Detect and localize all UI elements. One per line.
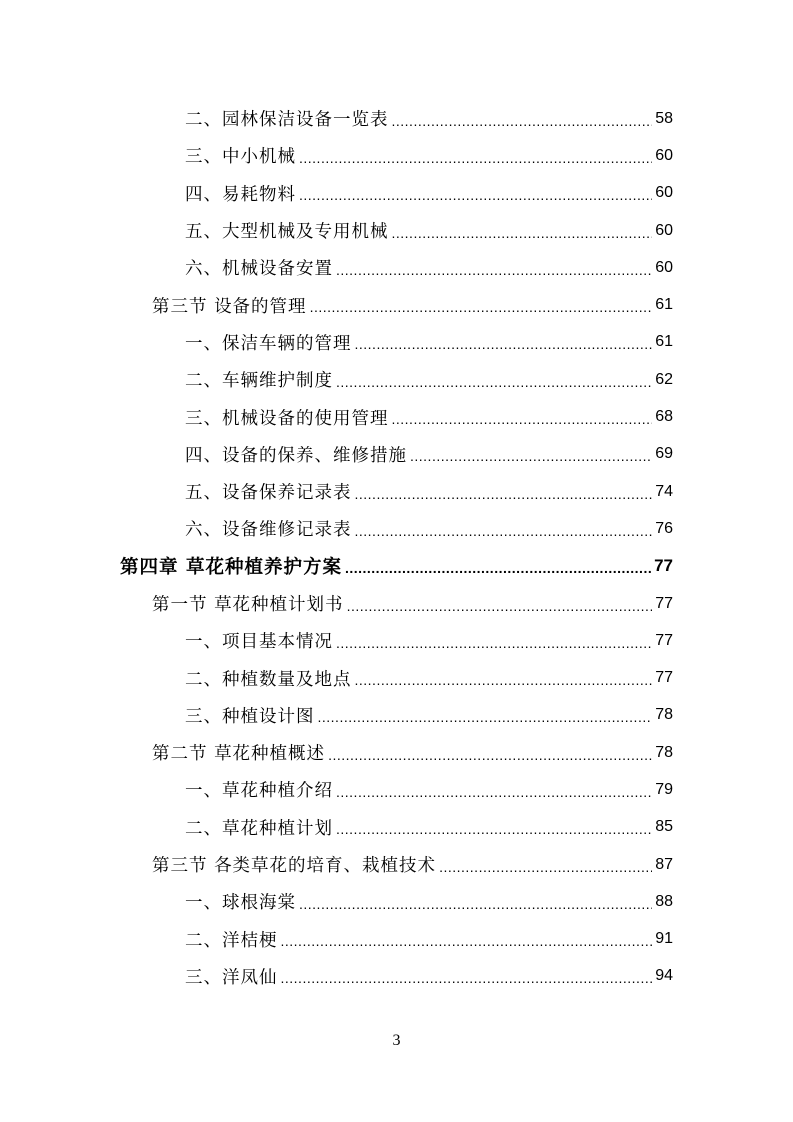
toc-subsection-entry[interactable]: [0, 100, 793, 137]
dot-leader: [392, 225, 653, 241]
toc-entry-title: 第二节 草花种植概述: [152, 744, 326, 765]
toc-entry-title: 一、项目基本情况: [185, 632, 333, 653]
toc-entry-page-number: 77: [655, 631, 673, 649]
toc-entry-page-number: 88: [655, 892, 673, 910]
toc-entry-page-number: 74: [655, 482, 673, 500]
dot-leader: [355, 523, 653, 539]
toc-entry-title: 五、设备保养记录表: [185, 483, 352, 504]
toc-entry-page-number: 60: [655, 146, 673, 164]
toc-section-entry[interactable]: [0, 846, 793, 883]
toc-subsection-entry[interactable]: [0, 510, 793, 547]
toc-entry-page-number: 77: [655, 594, 673, 612]
dot-leader: [336, 821, 652, 837]
toc-entry-page-number: 85: [655, 818, 673, 836]
toc-entry-title: 四、设备的保养、维修措施: [185, 445, 407, 466]
toc-entry-title: 五、大型机械及专用机械: [185, 222, 389, 243]
toc-entry-page-number: 61: [655, 296, 673, 314]
toc-subsection-entry[interactable]: [0, 771, 793, 808]
dot-leader: [328, 747, 652, 763]
toc-entry-title: 一、草花种植介绍: [185, 781, 333, 802]
toc-section-entry[interactable]: [0, 286, 793, 323]
toc-subsection-entry[interactable]: [0, 249, 793, 286]
toc-entry-page-number: 62: [655, 370, 673, 388]
toc-entry-page-number: 94: [655, 967, 673, 985]
toc-section-entry[interactable]: [0, 734, 793, 771]
dot-leader: [336, 262, 652, 278]
dot-leader: [318, 709, 653, 725]
toc-entry-title: 第三节 各类草花的培育、栽植技术: [152, 856, 437, 877]
dot-leader: [336, 784, 652, 800]
dot-leader: [281, 933, 653, 949]
toc-entry-page-number: 58: [655, 109, 673, 127]
toc-entry-title: 三、中小机械: [185, 147, 296, 168]
dot-leader: [392, 411, 653, 427]
toc-subsection-entry[interactable]: [0, 921, 793, 958]
dot-leader: [345, 560, 651, 576]
dot-leader: [410, 448, 652, 464]
toc-entry-title: 二、园林保洁设备一览表: [185, 110, 389, 131]
toc-subsection-entry[interactable]: [0, 473, 793, 510]
toc-entry-page-number: 60: [655, 184, 673, 202]
toc-subsection-entry[interactable]: [0, 883, 793, 920]
toc-entry-title: 第三节 设备的管理: [152, 296, 307, 317]
toc-entry-title: 一、保洁车辆的管理: [185, 333, 352, 354]
toc-entry-title: 六、机械设备安置: [185, 259, 333, 280]
page-number: 3: [392, 1032, 401, 1049]
dot-leader: [439, 859, 652, 875]
toc-entry-page-number: 79: [655, 780, 673, 798]
toc-entry-page-number: 78: [655, 743, 673, 761]
toc-subsection-entry[interactable]: [0, 622, 793, 659]
toc-entry-page-number: 60: [655, 258, 673, 276]
toc-subsection-entry[interactable]: [0, 212, 793, 249]
dot-leader: [347, 598, 653, 614]
dot-leader: [355, 336, 653, 352]
toc-entry-title: 第一节 草花种植计划书: [152, 595, 344, 615]
toc-entry-title: 六、设备维修记录表: [185, 520, 352, 541]
dot-leader: [336, 635, 652, 651]
dot-leader: [299, 896, 652, 912]
toc-subsection-entry[interactable]: [0, 361, 793, 398]
toc-subsection-entry[interactable]: [0, 436, 793, 473]
toc-subsection-entry[interactable]: [0, 659, 793, 696]
toc-entry-page-number: 60: [655, 221, 673, 239]
dot-leader: [355, 672, 653, 688]
toc-subsection-entry[interactable]: [0, 175, 793, 212]
toc-entry-page-number: 77: [655, 669, 673, 687]
toc-entry-page-number: 76: [655, 519, 673, 537]
toc-entry-title: 三、洋凤仙: [185, 967, 278, 988]
toc-entry-page-number: 61: [655, 333, 673, 351]
toc-entry-page-number: 87: [655, 855, 673, 873]
dot-leader: [310, 299, 653, 315]
toc-entry-page-number: 68: [655, 408, 673, 426]
toc-subsection-entry[interactable]: [0, 809, 793, 846]
toc-subsection-entry[interactable]: [0, 697, 793, 734]
toc-chapter-entry[interactable]: [0, 548, 793, 585]
dot-leader: [336, 374, 652, 390]
toc-entry-title: 第四章 草花种植养护方案: [120, 557, 342, 579]
toc-entry-page-number: 69: [655, 445, 673, 463]
toc-entry-title: 一、球根海棠: [185, 893, 296, 914]
toc-subsection-entry[interactable]: [0, 324, 793, 361]
toc-subsection-entry[interactable]: [0, 137, 793, 174]
dot-leader: [281, 970, 653, 986]
toc-subsection-entry[interactable]: [0, 958, 793, 995]
toc-subsection-entry[interactable]: [0, 398, 793, 435]
toc-entry-title: 四、易耗物料: [185, 184, 296, 205]
toc-entry-title: 二、草花种植计划: [185, 818, 333, 839]
toc-entry-page-number: 78: [655, 706, 673, 724]
toc-entry-title: 二、种植数量及地点: [185, 669, 352, 690]
dot-leader: [355, 486, 653, 502]
toc-entry-page-number: 91: [655, 930, 673, 948]
dot-leader: [299, 150, 652, 166]
toc-entry-title: 二、洋桔梗: [185, 930, 278, 951]
table-of-contents: [0, 100, 793, 995]
toc-entry-title: 三、机械设备的使用管理: [185, 408, 389, 429]
dot-leader: [299, 187, 652, 203]
toc-entry-title: 三、种植设计图: [185, 706, 315, 727]
toc-entry-page-number: 77: [654, 556, 673, 576]
toc-section-entry[interactable]: [0, 585, 793, 622]
toc-entry-title: 二、车辆维护制度: [185, 371, 333, 392]
dot-leader: [392, 113, 653, 129]
